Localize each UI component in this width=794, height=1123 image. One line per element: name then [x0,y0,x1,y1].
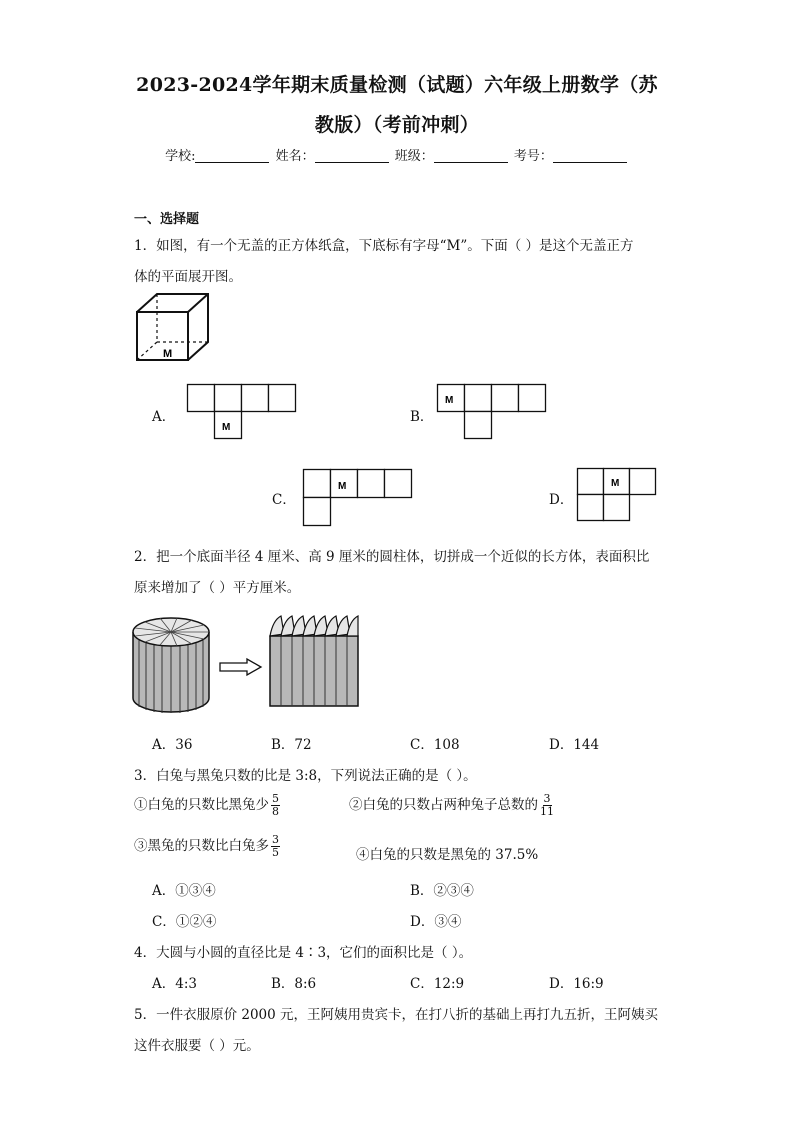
q1-option-a-label: A． [152,409,176,425]
net-option-b [437,384,547,440]
fraction-5-8: $\frac{5}{8}$ [272,792,279,818]
page-title-line1: 2023-2024学年期末质量检测（试题）六年级上册数学（苏 [136,74,658,96]
q1-option-b-label: B． [410,409,434,425]
q3-statement-2 [349,793,554,818]
q1-text-line1: 1．如图，有一个无盖的正方体纸盒，下底标有字母“M”。下面（ ）是这个无盖正方 [134,238,634,254]
q3-statement-2-text: ②白兔的只数占两种兔子总数的 [349,797,538,813]
field-name-label: 姓名： [275,149,315,164]
q3-option-d: D．③④ [410,914,462,930]
fraction-3-11: $\frac{3}{11}$ [540,792,554,818]
q3-statement-1 [134,793,280,818]
q2-option-d: D．144 [549,737,600,753]
q2-option-a: A．36 [152,737,193,753]
field-school-label: 学校: [165,149,196,164]
q2-text-line2: 原来增加了（ ）平方厘米。 [134,580,301,596]
net-a-letter: M [222,422,231,433]
q4-option-b: B．8:6 [271,976,317,992]
q1-option-d-label: D． [549,492,574,508]
q1-text-line2: 体的平面展开图。 [134,269,242,285]
q3-statement-1-text: ①白兔的只数比黑兔少 [134,797,269,813]
field-number-label: 考号： [513,149,553,164]
field-class-label: 班级： [394,149,434,164]
section-heading: 一、选择题 [134,212,200,227]
q3-statement-3 [134,834,280,859]
net-option-d [577,468,659,524]
q3-statement-3-text: ③黑兔的只数比白兔多 [134,838,269,854]
net-d-letter: M [611,478,620,489]
net-option-a [187,384,297,440]
q4-option-d: D．16:9 [549,976,604,992]
q4-option-c: C．12:9 [410,976,465,992]
q2-option-c: C．108 [410,737,460,753]
page-title-line2: 教版）（考前冲刺） [314,114,480,136]
cube-letter: M [163,348,173,360]
q4-text-line1: 4．大圆与小圆的直径比是 4∶3，它们的面积比是（ ）。 [134,945,473,961]
q3-statement-4: ④白兔的只数是黑兔的 37.5% [356,847,539,863]
net-option-c [303,469,413,527]
arrow-icon [219,658,263,676]
q5-text-line2: 这件衣服要（ ）元。 [134,1038,260,1054]
fraction-3-5: $\frac{3}{5}$ [272,833,279,859]
student-info-row [0,145,794,164]
field-school-blank [195,148,269,163]
q4-option-a: A．4:3 [152,976,197,992]
field-name-blank [315,148,389,163]
q1-option-c-label: C． [272,492,296,508]
q2-option-b: B．72 [271,737,312,753]
q3-option-c: C．①②④ [152,914,217,930]
net-c-letter: M [338,481,347,492]
q3-text-line1: 3．白兔与黑兔只数的比是 3:8，下列说法正确的是（ ）。 [134,768,477,784]
q2-text-line1: 2．把一个底面半径 4 厘米、高 9 厘米的圆柱体，切拼成一个近似的长方体，表面积比 [134,549,650,565]
field-class-blank [434,148,508,163]
q3-option-b: B．②③④ [410,883,474,899]
q3-option-a: A．①③④ [152,883,216,899]
field-number-blank [553,148,627,163]
net-b-letter: M [445,395,454,406]
cuboid-figure [268,612,364,708]
q5-text-line1: 5．一件衣服原价 2000 元，王阿姨用贵宾卡，在打八折的基础上再打九五折，王阿姨买 [134,1007,659,1023]
cylinder-figure [132,612,212,716]
cube-figure [130,290,212,366]
